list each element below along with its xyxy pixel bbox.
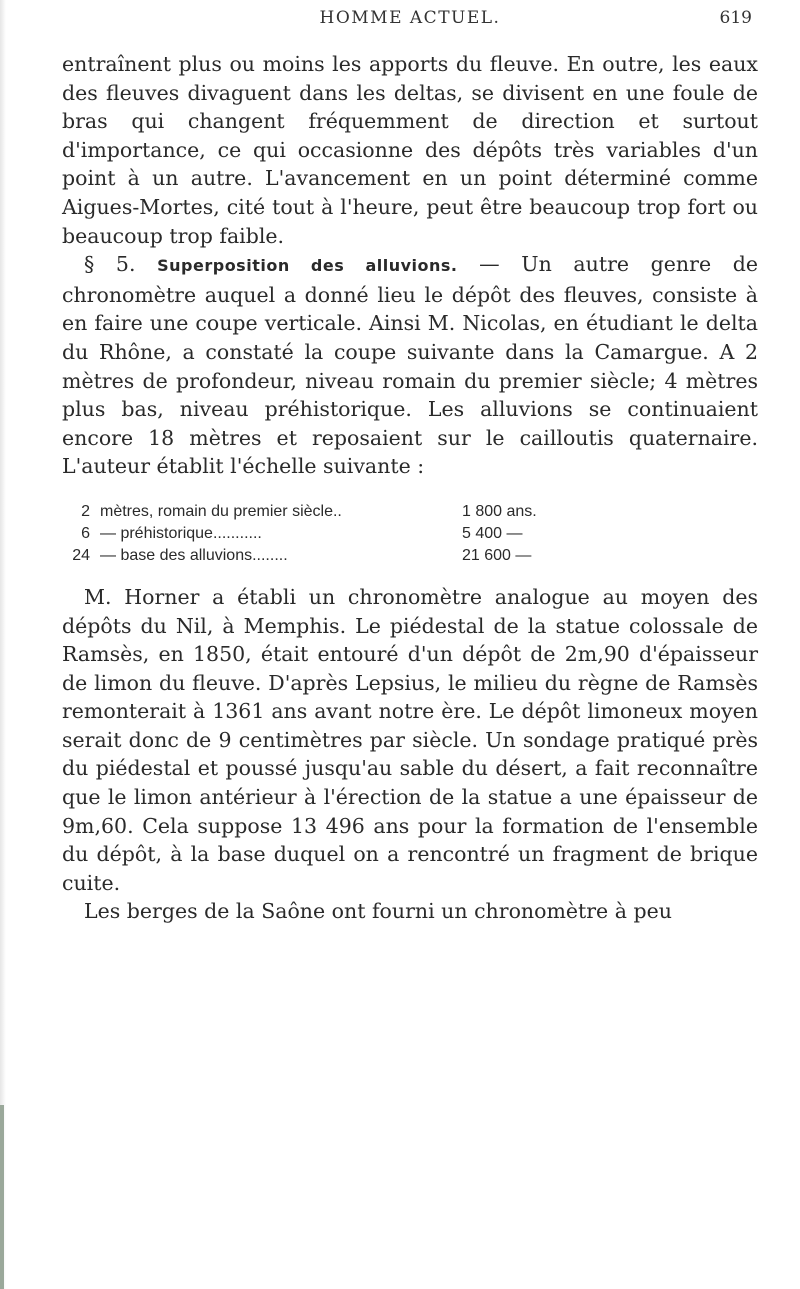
scale-label: — préhistorique........... (100, 524, 262, 542)
paragraph-3: M. Horner a établi un chronomètre analogue au moyen des dépôts du Nil, à Memphis. Le piédestal de la statue colossale de Ramsès, en 1850, était entouré d'un dépôt de 2m,90 d'épaisseur de limon du fleuve. D'après Lepsius, le milieu du règne de Ramsès remonterait à 1361 ans avant notre ère. Le dépôt limoneux moyen serait donc de 9 centimètres par siècle. Un sondage pratiqué près du piédestal et poussé jusqu'au sable du désert, a fait reconnaître que le limon antérieur à l'érection de la statue a une épaisseur de 9m,60. Cela suppose 13 496 ans pour la formation de l'ensemble du dépôt, à la base duquel on a rencontré un fragment de brique cuite. (62, 584, 758, 895)
scale-label: — base des alluvions........ (100, 546, 288, 564)
page-edge-mark (0, 1105, 4, 1289)
paragraph-2 (62, 250, 758, 481)
scale-depth: 2 (81, 502, 90, 520)
scale-label: mètres, romain du premier siècle.. (100, 502, 342, 520)
scale-years: 5 400 — (462, 524, 523, 542)
running-title: HOMME ACTUEL. (319, 8, 501, 28)
main-text (62, 50, 758, 926)
paragraph-1: entraînent plus ou moins les apports du fleuve. En outre, les eaux des fleuves divaguent dans les deltas, se divisent en une foule de bras qui changent fréquemment de direction et surtout d'importance, ce qui occasionne des dépôts très variables d'un point à un autre. L'avancement en un point déterminé comme Aigues-Mortes, cité tout à l'heure, peut être beaucoup trop fort ou beaucoup trop faible. (62, 52, 758, 248)
scale-depth: 24 (72, 546, 90, 564)
chronology-scale-table (62, 501, 758, 567)
scale-years: 21 600 — (462, 546, 532, 564)
running-header (60, 8, 760, 32)
scale-row (62, 545, 758, 567)
paragraph-4: Les berges de la Saône ont fourni un chronomètre à peu (84, 899, 672, 924)
scale-years: 1 800 ans. (462, 502, 537, 520)
section-heading: Superposition des alluvions. (157, 256, 458, 276)
section-mark: § 5. (84, 252, 136, 277)
paragraph-2-body: — Un autre genre de chronomètre auquel a donné lieu le dépôt des fleuves, consiste à en faire une coupe verticale. Ainsi M. Nicolas, en étudiant le delta du Rhône, a constaté la coupe suivante dans la Camargue. A 2 mètres de profondeur, niveau romain du premier siècle; 4 mètres plus bas, niveau préhistorique. Les alluvions se continuaient encore 18 mètres et reposaient sur le cailloutis quaternaire. L'auteur établit l'échelle suivante : (62, 252, 758, 479)
page-gutter-shadow (0, 0, 6, 1289)
scale-row (62, 501, 758, 523)
scale-depth: 6 (81, 524, 90, 542)
page-number: 619 (719, 8, 752, 28)
scale-row (62, 523, 758, 545)
